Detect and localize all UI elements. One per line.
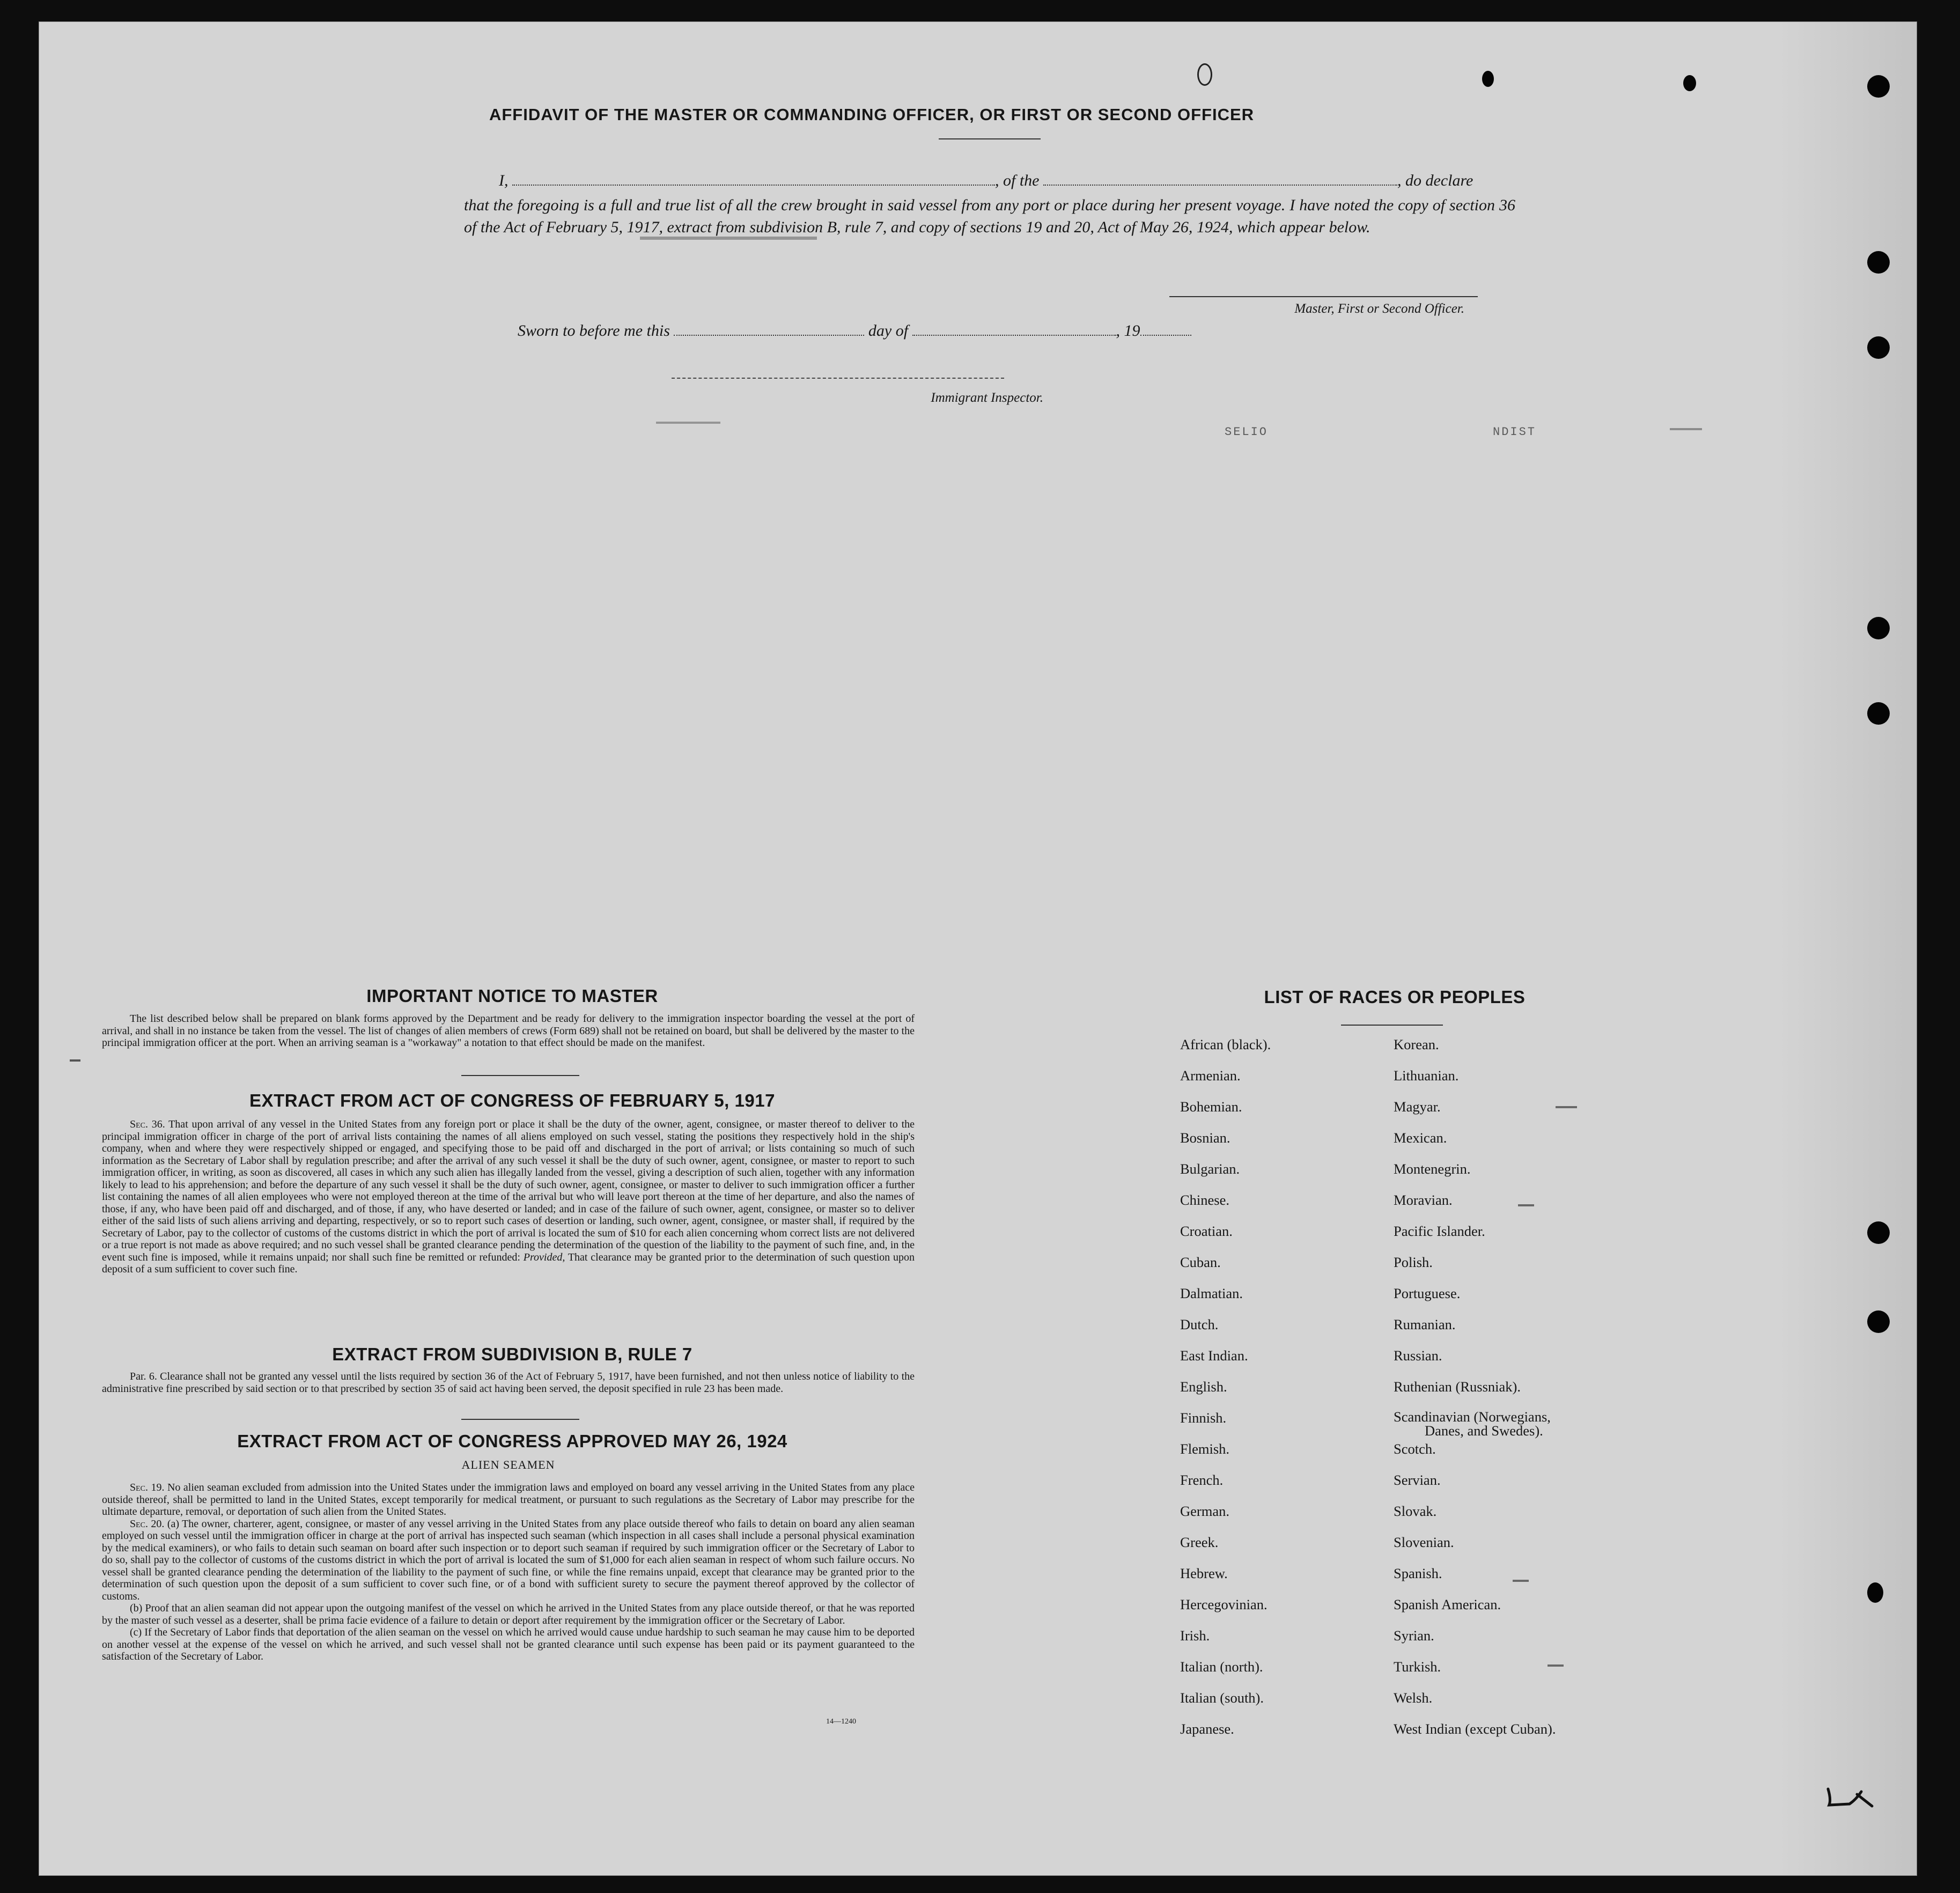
proviso-text: That clearance may be granted prior to the determination of such question upon deposit of a sum sufficient to cover such fine. bbox=[102, 1251, 915, 1275]
title-rule bbox=[939, 138, 1041, 139]
act-1924-title: EXTRACT FROM ACT OF CONGRESS APPROVED MAY 26, 1924 bbox=[237, 1431, 787, 1451]
divider bbox=[461, 1075, 579, 1076]
race-item bbox=[1180, 1565, 1271, 1596]
affidavit-declare: , do declare bbox=[1397, 172, 1473, 189]
sec-36-text: That upon arrival of any vessel in the United States from any foreign port or place it shall be the duty of the owner, agent, consignee, or master thereof to deliver to the principal immigration officer in charge of the port of arrival lists containing the names of all aliens employed on such vessel, stating the positions they respectively hold in the ship's company, when and where they were respectively shipped or engaged, and specifying those to be paid off and discharged in the port of arrival; or lists containing so much of such information as the Secretary of Labor shall by regulation prescribe; and after the arrival of any such vessel it shall be the duty of such owner, agent, consignee, or master to report to such immigration officer, in writing, as soon as discovered, all cases in which any such alien has illegally landed from the vessel, giving a description of such alien, together with any information likely to lead to his apprehension; and before the departure of any such vessel it shall be the duty of such owner, agent, consignee, or master to deliver to such immigration officer a further list containing the names of all alien employees who were not employed thereon at the time of the arrival but who will leave port thereon at the time of her departure, and also the names of those, if any, who have been paid off and discharged, and of those, if any, who have deserted or landed; and in case of the failure of such owner, agent, consignee, or master so to deliver either of the said lists of such aliens arriving and departing, respectively, or so to report such cases of desertion or landing, such owner, agent, consignee, or master shall, if required by the Secretary of Labor, pay to the collector of customs of the customs district in which the port of arrival is located the sum of $10 for each alien concerning whom correct lists are not delivered or a true report is not made as above required; and no such vessel shall be granted clearance pending the determination of the question of the liability to the payment of such fine, and, in the event such fine is imposed, while it remains unpaid; nor shall such fine be remitted or refunded: bbox=[102, 1118, 915, 1263]
race-label: Lithuanian. bbox=[1394, 1067, 1459, 1084]
punch-hole-outline bbox=[1197, 63, 1212, 86]
sec-20c-text: (c) If the Secretary of Labor finds that deportation of the alien seaman on the vessel on which he arrived would cause undue hardship to such seaman he may cause him to be deported on another vessel at the expense of the vessel on which he arrived, and such vessel shall not be granted clearance until such expense has been paid or its payment guaranteed to the satisfaction of the Secretary of Labor. bbox=[102, 1626, 915, 1662]
sworn-month-blank-field[interactable] bbox=[912, 324, 1116, 336]
race-label: Finnish. bbox=[1180, 1410, 1227, 1426]
ink-speck bbox=[1518, 1204, 1534, 1206]
race-label-continued: Danes, and Swedes). bbox=[1425, 1423, 1543, 1439]
race-label: Scotch. bbox=[1394, 1441, 1436, 1457]
ink-speck bbox=[1556, 1106, 1577, 1108]
race-label: Montenegrin. bbox=[1394, 1161, 1471, 1177]
race-item bbox=[1180, 1036, 1271, 1067]
inspector-signature-line[interactable] bbox=[672, 378, 1004, 379]
race-item bbox=[1394, 1067, 1556, 1099]
race-item bbox=[1180, 1721, 1271, 1752]
sworn-line bbox=[518, 322, 1191, 340]
race-item bbox=[1394, 1503, 1556, 1534]
race-item bbox=[1180, 1161, 1271, 1192]
race-item bbox=[1180, 1379, 1271, 1410]
race-label: West Indian (except Cuban). bbox=[1394, 1721, 1556, 1737]
bleed-through-smudge bbox=[656, 422, 720, 424]
proviso-label: Provided, bbox=[523, 1251, 565, 1263]
act-1917-title: EXTRACT FROM ACT OF CONGRESS OF FEBRUARY 5, 1917 bbox=[249, 1091, 775, 1110]
ink-speck bbox=[1548, 1664, 1564, 1667]
punch-hole bbox=[1867, 1310, 1890, 1333]
notice-title: IMPORTANT NOTICE TO MASTER bbox=[366, 986, 658, 1006]
rule-7-title: EXTRACT FROM SUBDIVISION B, RULE 7 bbox=[332, 1344, 692, 1364]
title-rule bbox=[1341, 1025, 1443, 1026]
race-label: Moravian. bbox=[1394, 1192, 1453, 1208]
signature-line[interactable] bbox=[1169, 296, 1478, 297]
race-label: East Indian. bbox=[1180, 1347, 1248, 1364]
race-label: Chinese. bbox=[1180, 1192, 1229, 1208]
race-item bbox=[1180, 1316, 1271, 1347]
race-label: Irish. bbox=[1180, 1627, 1210, 1644]
race-item bbox=[1180, 1627, 1271, 1659]
affidavit-body: that the foregoing is a full and true list of all the crew brought in said vessel from any port or place during her present voyage. I have noted the copy of section 36 of the Act of February 5, 1917, extract from subdivision B, rule 7, and copy of sections 19 and 20, Act of May 26, 1924, which appear below. bbox=[464, 196, 1515, 236]
race-item bbox=[1394, 1036, 1556, 1067]
race-label: Hercegovinian. bbox=[1180, 1596, 1268, 1612]
race-label: African (black). bbox=[1180, 1036, 1271, 1052]
race-label: Rumanian. bbox=[1394, 1316, 1456, 1332]
race-item bbox=[1180, 1285, 1271, 1316]
race-label: Bosnian. bbox=[1180, 1130, 1230, 1146]
race-label: Japanese. bbox=[1180, 1721, 1234, 1737]
race-label: Syrian. bbox=[1394, 1627, 1434, 1644]
race-label: Spanish American. bbox=[1394, 1596, 1501, 1612]
race-item bbox=[1394, 1347, 1556, 1379]
race-label: Dalmatian. bbox=[1180, 1285, 1243, 1301]
race-item bbox=[1180, 1659, 1271, 1690]
sec-19-label: Sec. 19. bbox=[130, 1482, 165, 1493]
race-label: Magyar. bbox=[1394, 1099, 1441, 1115]
race-item bbox=[1394, 1441, 1556, 1472]
ink-speck bbox=[1513, 1580, 1529, 1582]
race-item bbox=[1180, 1441, 1271, 1472]
race-label: Mexican. bbox=[1394, 1130, 1447, 1146]
race-item bbox=[1180, 1347, 1271, 1379]
races-title: LIST OF RACES OR PEOPLES bbox=[1264, 987, 1526, 1007]
race-item bbox=[1394, 1379, 1556, 1410]
race-label: Croatian. bbox=[1180, 1223, 1233, 1239]
race-label: Hebrew. bbox=[1180, 1565, 1228, 1581]
sec-20-label: Sec. 20. bbox=[130, 1518, 165, 1530]
race-item bbox=[1394, 1130, 1556, 1161]
race-label: Armenian. bbox=[1180, 1067, 1241, 1084]
race-item bbox=[1394, 1659, 1556, 1690]
race-item bbox=[1180, 1472, 1271, 1503]
race-label: Servian. bbox=[1394, 1472, 1441, 1488]
rule-7-paragraph: Par. 6. Clearance shall not be granted any vessel until the lists required by section 36 of the Act of February 5, 1917, have been furnished, and not then unless notice of liability to the administrative fine prescribed by said section or to that prescribed by section 35 of said act having been served, the deposit specified in rule 23 has been made. bbox=[102, 1371, 915, 1395]
punch-hole bbox=[1867, 251, 1890, 274]
punch-hole bbox=[1482, 71, 1494, 87]
sworn-prefix: Sworn to before me this bbox=[518, 322, 670, 340]
sec-20b-text: (b) Proof that an alien seaman did not appear upon the outgoing manifest of the vessel on which he arrived in the United States from any place outside thereof, or that he was reported by the master of such vessel as a deserter, shall be prima facie evidence of a failure to detain or deport after requirement by the immigration officer or the Secretary of Labor. bbox=[102, 1602, 915, 1626]
ink-speck bbox=[70, 1059, 80, 1062]
race-item bbox=[1394, 1099, 1556, 1130]
notice-text bbox=[102, 1013, 915, 1049]
race-label: Portuguese. bbox=[1394, 1285, 1461, 1301]
race-label: Polish. bbox=[1394, 1254, 1433, 1270]
race-label: German. bbox=[1180, 1503, 1229, 1519]
punch-hole bbox=[1867, 1221, 1890, 1244]
race-item bbox=[1180, 1067, 1271, 1099]
affidavit-i: I, bbox=[499, 172, 509, 189]
affidavit-of-the: , of the bbox=[995, 172, 1040, 189]
race-item bbox=[1180, 1534, 1271, 1565]
race-item bbox=[1394, 1316, 1556, 1347]
bleed-through-text: NDIST bbox=[1493, 425, 1537, 439]
race-label: Welsh. bbox=[1394, 1690, 1433, 1706]
punch-hole bbox=[1867, 75, 1890, 98]
race-item bbox=[1180, 1410, 1271, 1441]
race-item bbox=[1180, 1130, 1271, 1161]
race-label: Slovenian. bbox=[1394, 1534, 1454, 1550]
race-item bbox=[1394, 1721, 1556, 1752]
inspector-label: Immigrant Inspector. bbox=[931, 391, 1043, 405]
punch-hole bbox=[1867, 1582, 1883, 1603]
race-label: Ruthenian (Russniak). bbox=[1394, 1379, 1521, 1395]
sec-20a-text: (a) The owner, charterer, agent, consignee, or master of any vessel arriving in the United States from any place outside thereof who fails to detain on board any alien seaman employed on such vessel until the immigration officer in charge at the port of arrival has inspected such seaman (which inspection in all cases shall include a personal physical examination by the medical examiners), or who fails to detain such seaman on board after such inspection or to deport such seaman if required by such immigration officer or the Secretary of Labor to do so, shall pay to the collector of customs of the customs district in which the port of arrival is located the sum of $1,000 for each alien seaman in respect of whom such failure occurs. No vessel shall be granted clearance pending the determination of the liability to the payment of such fine, or while the fine remains unpaid, except that clearance may be granted prior to the determination of such question upon the deposit of a sum sufficient to cover such fine, or of a bond with sufficient surety to secure the payment thereof approved by the collector of customs. bbox=[102, 1518, 915, 1602]
notice-paragraph: The list described below shall be prepared on blank forms approved by the Department and be ready for delivery to the immigration inspector boarding the vessel at the port of arrival, and shall in no instance be taken from the vessel. The list of changes of alien members of crews (Form 689) shall not be retained on board, but shall be delivered by the master to the principal immigration officer at the port. When an arriving seaman is a "workaway" a notation to that effect should be made on the manifest. bbox=[102, 1013, 915, 1049]
punch-hole bbox=[1867, 617, 1890, 639]
race-label: Flemish. bbox=[1180, 1441, 1230, 1457]
race-label: Bulgarian. bbox=[1180, 1161, 1240, 1177]
sworn-date-blank-field[interactable] bbox=[674, 324, 864, 336]
race-item bbox=[1180, 1099, 1271, 1130]
rule-7-text bbox=[102, 1371, 915, 1395]
race-item bbox=[1180, 1192, 1271, 1223]
race-item bbox=[1180, 1254, 1271, 1285]
race-label: Korean. bbox=[1394, 1036, 1439, 1052]
race-item bbox=[1180, 1503, 1271, 1534]
race-item bbox=[1394, 1565, 1556, 1596]
race-item bbox=[1180, 1690, 1271, 1721]
bleed-through-shadow bbox=[1777, 22, 1917, 1875]
race-label: Scandinavian (Norwegians, bbox=[1394, 1409, 1551, 1425]
race-item bbox=[1394, 1161, 1556, 1192]
race-label: Russian. bbox=[1394, 1347, 1442, 1364]
race-label: Turkish. bbox=[1394, 1659, 1441, 1675]
race-label: Dutch. bbox=[1180, 1316, 1219, 1332]
name-blank-field[interactable] bbox=[512, 174, 995, 186]
race-label: Spanish. bbox=[1394, 1565, 1442, 1581]
race-item bbox=[1394, 1690, 1556, 1721]
bleed-through-text: SELIO bbox=[1225, 425, 1269, 439]
sworn-day-of: day of bbox=[868, 322, 909, 340]
races-list-left bbox=[1180, 1036, 1271, 1752]
race-item bbox=[1394, 1223, 1556, 1254]
race-item bbox=[1394, 1254, 1556, 1285]
sworn-year-blank-field[interactable] bbox=[1140, 324, 1191, 336]
divider bbox=[461, 1419, 579, 1420]
punch-hole bbox=[1683, 75, 1696, 91]
race-item bbox=[1394, 1596, 1556, 1627]
race-label: French. bbox=[1180, 1472, 1224, 1488]
punch-hole bbox=[1867, 336, 1890, 359]
race-label: Italian (south). bbox=[1180, 1690, 1264, 1706]
race-item bbox=[1394, 1472, 1556, 1503]
race-label: Greek. bbox=[1180, 1534, 1219, 1550]
race-item bbox=[1394, 1410, 1556, 1441]
bleed-through-smudge bbox=[1670, 428, 1702, 430]
punch-hole bbox=[1867, 702, 1890, 725]
act-1917-text bbox=[102, 1118, 915, 1276]
signature-label: Master, First or Second Officer. bbox=[1294, 301, 1464, 316]
alien-seamen-subtitle: ALIEN SEAMEN bbox=[461, 1458, 555, 1471]
race-label: Bohemian. bbox=[1180, 1099, 1242, 1115]
vessel-blank-field[interactable] bbox=[1043, 174, 1397, 186]
race-label: Slovak. bbox=[1394, 1503, 1437, 1519]
race-label: Italian (north). bbox=[1180, 1659, 1263, 1675]
sworn-year: , 19 bbox=[1116, 322, 1140, 340]
race-item bbox=[1394, 1192, 1556, 1223]
race-label: Cuban. bbox=[1180, 1254, 1221, 1270]
affidavit-title: AFFIDAVIT OF THE MASTER OR COMMANDING OFFICER, OR FIRST OR SECOND OFFICER bbox=[489, 105, 1255, 124]
race-label: English. bbox=[1180, 1379, 1227, 1395]
act-1924-text bbox=[102, 1482, 915, 1663]
race-item bbox=[1180, 1596, 1271, 1627]
sec-19-text: No alien seaman excluded from admission into the United States under the immigration laws and employed on board any vessel arriving in the United States from any place outside thereof, shall be permitted to land in the United States, except temporarily for medical treatment, or pursuant to such regulations as the Secretary of Labor may prescribe for the ultimate departure, removal, or deportation of such alien from the United States. bbox=[102, 1482, 915, 1518]
race-item bbox=[1180, 1223, 1271, 1254]
race-item bbox=[1394, 1534, 1556, 1565]
check-mark-icon bbox=[1824, 1778, 1877, 1810]
race-label: Pacific Islander. bbox=[1394, 1223, 1485, 1239]
sec-36-label: Sec. 36. bbox=[130, 1118, 165, 1130]
race-item bbox=[1394, 1627, 1556, 1659]
form-number: 14—1240 bbox=[826, 1718, 856, 1726]
race-item bbox=[1394, 1285, 1556, 1316]
affidavit-declaration-line bbox=[499, 172, 1473, 190]
races-list-right bbox=[1394, 1036, 1556, 1752]
